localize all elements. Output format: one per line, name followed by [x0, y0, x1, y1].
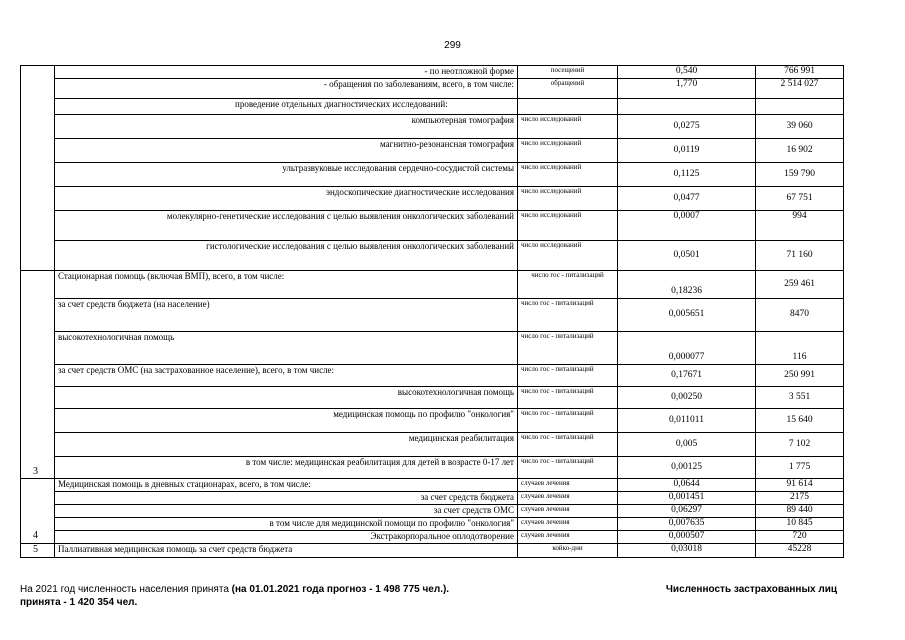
total-value: 994: [756, 211, 844, 241]
norm-value: 0,00125: [618, 457, 756, 479]
table-row: [21, 543, 844, 557]
row-label: магнитно-резонансная томография: [55, 139, 518, 163]
row-label: Стационарная помощь (включая ВМП), всего, в том числе:: [55, 271, 518, 299]
unit-label: обращений: [518, 79, 618, 99]
unit-label: число гос - питализаций: [518, 299, 618, 332]
data-table: [20, 65, 844, 558]
row-label: гистологические исследования с целью выявления онкологических заболеваний: [55, 241, 518, 271]
table-row: [21, 433, 844, 457]
norm-value: 0,03018: [618, 543, 756, 557]
norm-value: [618, 99, 756, 115]
row-label: высокотехнологичная помощь: [55, 387, 518, 409]
row-label: за счет средств бюджета (на население): [55, 299, 518, 332]
total-value: 159 790: [756, 163, 844, 187]
unit-label: случаев лечения: [518, 530, 618, 543]
total-value: 3 551: [756, 387, 844, 409]
norm-value: 0,001451: [618, 491, 756, 504]
table-row: [21, 66, 844, 79]
norm-value: 0,011011: [618, 409, 756, 433]
total-value: 7 102: [756, 433, 844, 457]
norm-value: 0,17671: [618, 365, 756, 387]
norm-value: 0,1125: [618, 163, 756, 187]
norm-value: 0,0119: [618, 139, 756, 163]
unit-label: случаев лечения: [518, 517, 618, 530]
table-row: [21, 530, 844, 543]
row-label: компьютерная томография: [55, 115, 518, 139]
row-group-number: 5: [21, 543, 55, 557]
row-group-number: [21, 66, 55, 271]
total-value: 39 060: [756, 115, 844, 139]
norm-value: 0,005: [618, 433, 756, 457]
table-row: [21, 479, 844, 492]
total-value: 720: [756, 530, 844, 543]
unit-label: число исследований: [518, 115, 618, 139]
norm-value: 0,005651: [618, 299, 756, 332]
table-row: [21, 271, 844, 299]
footer-population-forecast: (на 01.01.2021 года прогноз - 1 498 775 чел.).: [231, 584, 450, 595]
footer-population-label: На 2021 год численность населения принята: [20, 584, 229, 595]
row-label: ультразвуковые исследования сердечно-сосудистой системы: [55, 163, 518, 187]
row-label: Паллиативная медицинская помощь за счет средств бюджета: [55, 543, 518, 557]
row-label: высокотехнологичная помощь: [55, 332, 518, 365]
row-label: в том числе: медицинская реабилитация для детей в возрасте 0-17 лет: [55, 457, 518, 479]
row-label: за счет средств ОМС: [55, 504, 518, 517]
unit-label: случаев лечения: [518, 491, 618, 504]
total-value: 259 461: [756, 271, 844, 299]
total-value: 116: [756, 332, 844, 365]
unit-label: число гос - питализаций: [518, 332, 618, 365]
row-label: за счет средств ОМС (на застрахованное население), всего, в том числе:: [55, 365, 518, 387]
norm-value: 0,18236: [618, 271, 756, 299]
norm-value: 0,000077: [618, 332, 756, 365]
unit-label: число исследований: [518, 139, 618, 163]
norm-value: 0,540: [618, 66, 756, 79]
norm-value: 0,00250: [618, 387, 756, 409]
row-label: молекулярно-генетические исследования с целью выявления онкологических заболеваний: [55, 211, 518, 241]
total-value: 766 991: [756, 66, 844, 79]
total-value: 71 160: [756, 241, 844, 271]
norm-value: 1,770: [618, 79, 756, 99]
unit-label: [518, 99, 618, 115]
table-row: [21, 163, 844, 187]
total-value: [756, 99, 844, 115]
row-label: медицинская помощь по профилю "онкология": [55, 409, 518, 433]
unit-label: число гос - питализаций: [518, 387, 618, 409]
total-value: 8470: [756, 299, 844, 332]
table-row: [21, 211, 844, 241]
table-row: [21, 387, 844, 409]
unit-label: койко-дни: [518, 543, 618, 557]
norm-value: 0,007635: [618, 517, 756, 530]
total-value: 91 614: [756, 479, 844, 492]
norm-value: 0,0501: [618, 241, 756, 271]
total-value: 16 902: [756, 139, 844, 163]
table-row: [21, 457, 844, 479]
norm-value: 0,0007: [618, 211, 756, 241]
row-label: - по неотложной форме: [55, 66, 518, 79]
row-label: эндоскопические диагностические исследования: [55, 187, 518, 211]
unit-label: число гос - питализаций: [518, 271, 618, 299]
row-label: в том числе для медицинской помощи по профилю "онкология": [55, 517, 518, 530]
total-value: 67 751: [756, 187, 844, 211]
table-row: [21, 139, 844, 163]
unit-label: случаев лечения: [518, 479, 618, 492]
unit-label: число гос - питализаций: [518, 433, 618, 457]
table-row: [21, 241, 844, 271]
table-row: [21, 409, 844, 433]
row-label: медицинская реабилитация: [55, 433, 518, 457]
table-row: [21, 99, 844, 115]
total-value: 15 640: [756, 409, 844, 433]
unit-label: число исследований: [518, 163, 618, 187]
table-row: [21, 332, 844, 365]
table-row: [21, 299, 844, 332]
total-value: 45228: [756, 543, 844, 557]
norm-value: 0,0644: [618, 479, 756, 492]
table-row: [21, 491, 844, 504]
row-label: - обращения по заболеваниям, всего, в том числе:: [55, 79, 518, 99]
row-label: Медицинская помощь в дневных стационарах, всего, в том числе:: [55, 479, 518, 492]
unit-label: число исследований: [518, 211, 618, 241]
unit-label: число гос - питализаций: [518, 365, 618, 387]
unit-label: случаев лечения: [518, 504, 618, 517]
footer-insured-label: Численность застрахованных лиц: [665, 584, 837, 595]
row-label: за счет средств бюджета: [55, 491, 518, 504]
unit-label: число гос - питализаций: [518, 409, 618, 433]
footer-note: [20, 584, 843, 609]
total-value: 10 845: [756, 517, 844, 530]
row-label: проведение отдельных диагностических исследований:: [55, 99, 518, 115]
row-label: Экстракорпоральное оплодотворение: [55, 530, 518, 543]
unit-label: число исследований: [518, 187, 618, 211]
footer-insured-value: принята - 1 420 354 чел.: [20, 596, 138, 608]
total-value: 250 991: [756, 365, 844, 387]
footer-population-text: [20, 584, 449, 597]
unit-label: число исследований: [518, 241, 618, 271]
norm-value: 0,0275: [618, 115, 756, 139]
table-row: [21, 79, 844, 99]
table-row: [21, 115, 844, 139]
norm-value: 0,06297: [618, 504, 756, 517]
norm-value: 0,0477: [618, 187, 756, 211]
table-row: [21, 517, 844, 530]
table-row: [21, 504, 844, 517]
page-number: 299: [444, 40, 461, 51]
unit-label: посещений: [518, 66, 618, 79]
table-row: [21, 187, 844, 211]
norm-value: 0,000507: [618, 530, 756, 543]
table-row: [21, 365, 844, 387]
unit-label: число гос - питализаций: [518, 457, 618, 479]
total-value: 2 514 027: [756, 79, 844, 99]
total-value: 89 440: [756, 504, 844, 517]
row-group-number: 4: [21, 479, 55, 544]
total-value: 2175: [756, 491, 844, 504]
total-value: 1 775: [756, 457, 844, 479]
row-group-number: 3: [21, 271, 55, 479]
